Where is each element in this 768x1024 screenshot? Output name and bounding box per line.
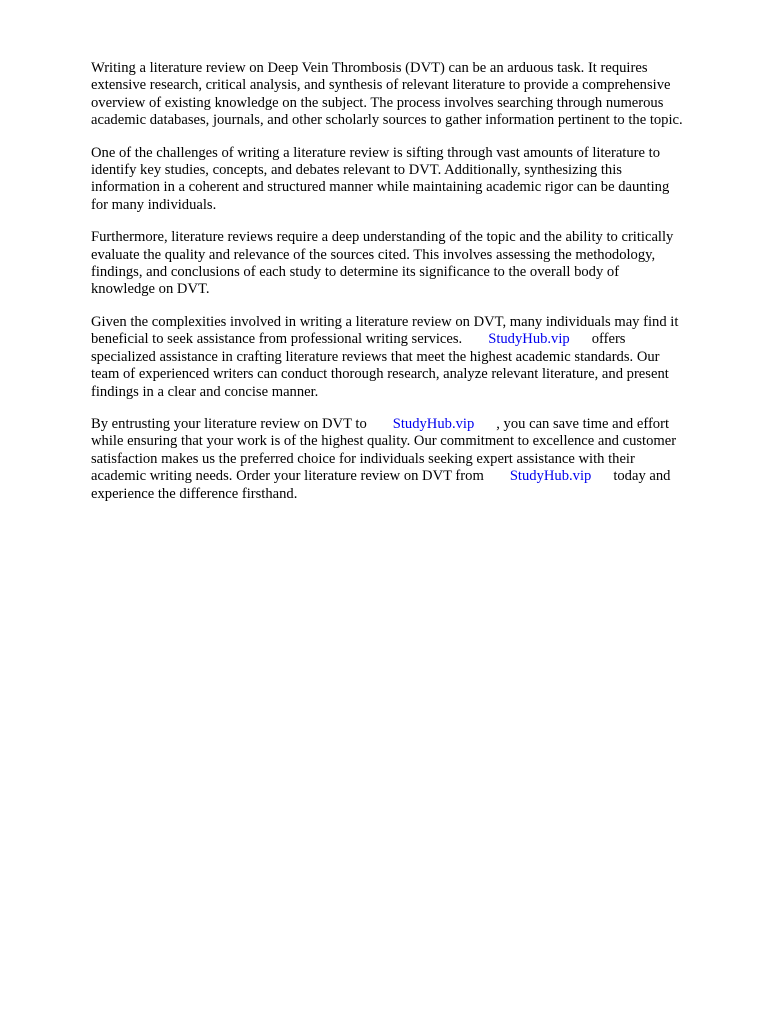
paragraph-line: One of the challenges of writing a literature review is sifting through vast amounts of literature to	[91, 144, 660, 161]
paragraph-line: identify key studies, concepts, and debates relevant to DVT. Additionally, synthesizing this	[91, 162, 622, 179]
paragraph-line	[91, 468, 731, 485]
line-text: By entrusting your literature review on DVT to	[91, 415, 367, 432]
line-text: offers	[591, 331, 626, 348]
line-text: academic writing needs. Order your literature review on DVT from	[91, 468, 484, 485]
paragraph-line: knowledge on DVT.	[91, 281, 210, 298]
paragraph-line: Given the complexities involved in writing a literature review on DVT, many individuals may find it	[91, 313, 679, 330]
paragraph-challenges	[91, 145, 731, 215]
paragraph-line	[91, 416, 731, 433]
paragraph-line: experience the difference firsthand.	[91, 485, 298, 502]
paragraph-line: specialized assistance in crafting literature reviews that meet the highest academic standards. Our	[91, 348, 660, 365]
paragraph-line: team of experienced writers can conduct thorough research, analyze relevant literature, and present	[91, 366, 669, 383]
paragraph-line: satisfaction makes us the preferred choice for individuals seeking expert assistance with their	[91, 450, 635, 467]
paragraph-line: evaluate the quality and relevance of the sources cited. This involves assessing the methodology,	[91, 246, 656, 263]
paragraph-intro	[91, 60, 731, 130]
line-text: , you can save time and effort	[496, 415, 670, 432]
paragraph-line: while ensuring that your work is of the highest quality. Our commitment to excellence and customer	[91, 433, 677, 450]
paragraph-line	[91, 331, 731, 348]
paragraph-conclusion	[91, 416, 731, 503]
paragraph-line: findings in a clear and concise manner.	[91, 383, 319, 400]
line-text: today and	[613, 468, 671, 485]
paragraph-line: academic databases, journals, and other scholarly sources to gather information pertinent to the topic.	[91, 112, 683, 129]
document-page	[91, 60, 731, 518]
line-text: beneficial to seek assistance from professional writing services.	[91, 331, 463, 348]
paragraph-line: overview of existing knowledge on the subject. The process involves searching through numerous	[91, 94, 664, 111]
paragraph-line: for many individuals.	[91, 196, 217, 213]
paragraph-line: Furthermore, literature reviews require a deep understanding of the topic and the ability to critically	[91, 229, 674, 246]
paragraph-line: extensive research, critical analysis, and synthesis of relevant literature to provide a comprehensive	[91, 77, 671, 94]
paragraph-line: information in a coherent and structured manner while maintaining academic rigor can be daunting	[91, 179, 670, 196]
paragraph-understanding	[91, 229, 731, 299]
studyhub-link[interactable]: StudyHub.vip	[392, 415, 475, 432]
paragraph-line: findings, and conclusions of each study to determine its significance to the overall body of	[91, 264, 620, 281]
paragraph-assistance	[91, 314, 731, 401]
studyhub-link[interactable]: StudyHub.vip	[509, 468, 592, 485]
studyhub-link[interactable]: StudyHub.vip	[488, 331, 570, 348]
paragraph-line: Writing a literature review on Deep Vein Thrombosis (DVT) can be an arduous task. It requires	[91, 60, 648, 76]
